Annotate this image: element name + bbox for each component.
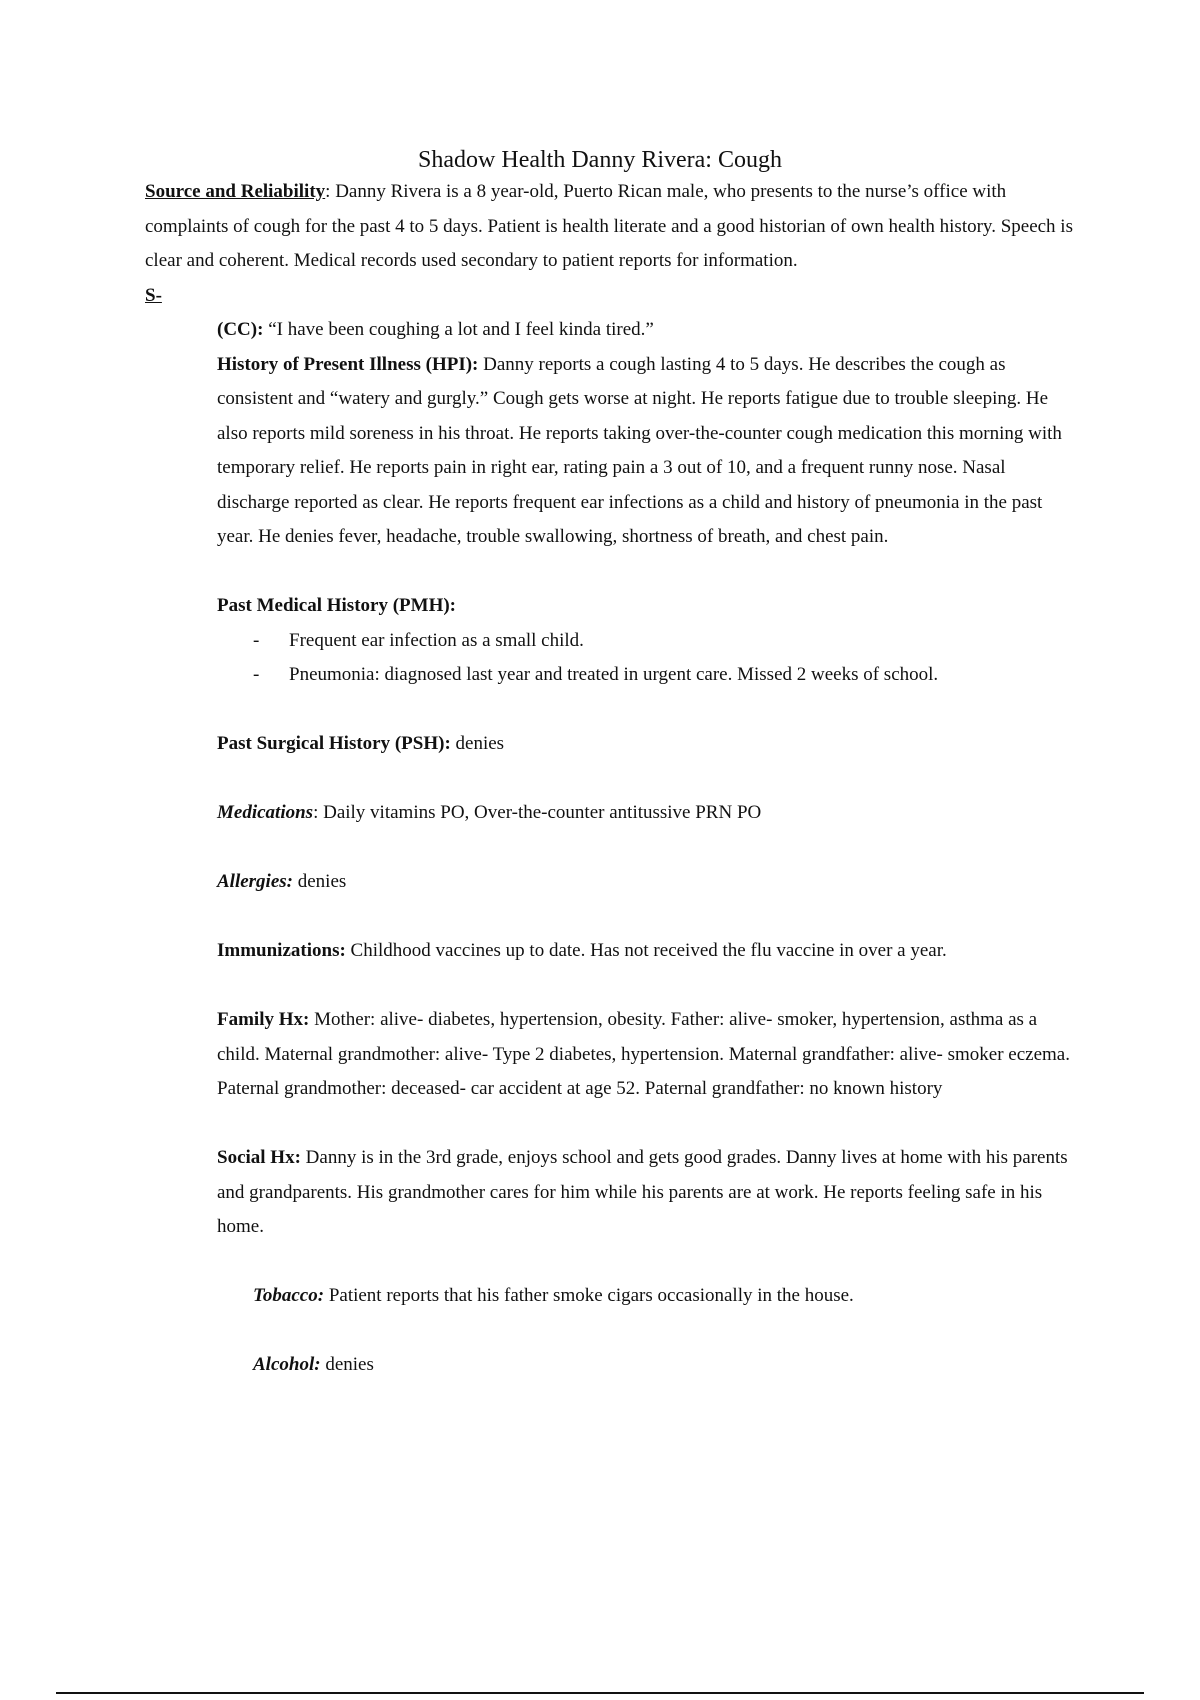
- immunizations-paragraph: [217, 934, 1080, 969]
- social-history-text: Danny is in the 3rd grade, enjoys school and gets good grades. Danny lives at home with his parents and grandparents. His grandmother cares for him while his parents are at work. He reports feeling safe in his home.: [217, 1147, 1068, 1237]
- document-body: [145, 175, 1080, 1383]
- source-reliability-text: Danny Rivera is a 8 year-old, Puerto Rican male, who presents to the nurse’s office with complaints of cough for the past 4 to 5 days. Patient is health literate and a good historian of own health history. Speech is clear and coherent. Medical records used secondary to patient reports for information.: [145, 181, 1073, 271]
- subjective-heading: [145, 279, 1080, 314]
- spacer: [145, 1314, 1080, 1349]
- pmh-list: [253, 624, 1080, 693]
- medications-label: Medications: [217, 802, 314, 823]
- spacer: [145, 831, 1080, 866]
- source-reliability-sep: :: [325, 181, 331, 202]
- spacer: [145, 762, 1080, 797]
- hpi-text: Danny reports a cough lasting 4 to 5 days. He describes the cough as consistent and “watery and gurgly.” Cough gets worse at night. He reports fatigue due to trouble sleeping. He also reports mild soreness in his throat. He reports taking over-the-counter cough medication this morning with temporary relief. He reports pain in right ear, rating pain a 3 out of 10, and a frequent runny nose. Nasal discharge reported as clear. He reports frequent ear infections as a child and history of pneumonia in the past year. He denies fever, headache, trouble swallowing, shortness of breath, and chest pain.: [217, 353, 1062, 547]
- alcohol-paragraph: [253, 1348, 1080, 1383]
- alcohol-text: denies: [320, 1354, 374, 1375]
- spacer: [145, 555, 1080, 590]
- immunizations-label: Immunizations:: [217, 940, 346, 961]
- pmh-item: - Frequent ear infection as a small child.: [253, 624, 1080, 659]
- chief-complaint: [217, 313, 1080, 348]
- allergies-paragraph: [217, 865, 1080, 900]
- medications-paragraph: [217, 796, 1080, 831]
- family-history-paragraph: [217, 1003, 1080, 1107]
- immunizations-text: Childhood vaccines up to date. Has not received the flu vaccine in over a year.: [345, 940, 947, 961]
- social-history-paragraph: [217, 1141, 1080, 1245]
- family-history-text: Mother: alive- diabetes, hypertension, obesity. Father: alive- smoker, hypertension, asthma as a child. Maternal grandmother: alive- Type 2 diabetes, hypertension. Maternal grandfather: alive- smoker eczema. Paternal grandmother: deceased- car accident at age 52. Paternal grandfather: no known history: [217, 1009, 1070, 1099]
- cc-text: “I have been coughing a lot and I feel kinda tired.”: [263, 319, 654, 340]
- hpi-paragraph: [217, 348, 1080, 555]
- psh-paragraph: [217, 727, 1080, 762]
- psh-text: denies: [450, 733, 505, 754]
- pmh-item: - Pneumonia: diagnosed last year and treated in urgent care. Missed 2 weeks of school.: [253, 658, 1080, 693]
- family-history-label: Family Hx:: [217, 1009, 310, 1030]
- tobacco-text: Patient reports that his father smoke cigars occasionally in the house.: [324, 1285, 854, 1306]
- footer-divider: [56, 1692, 1144, 1694]
- spacer: [145, 969, 1080, 1004]
- social-history-label: Social Hx:: [217, 1147, 301, 1168]
- cc-label: (CC):: [217, 319, 264, 340]
- spacer: [145, 1245, 1080, 1280]
- subjective-label: S-: [145, 284, 162, 306]
- allergies-text: denies: [293, 871, 347, 892]
- spacer: [145, 900, 1080, 935]
- spacer: [145, 1107, 1080, 1142]
- medications-sep: :: [313, 802, 319, 823]
- source-reliability-paragraph: [145, 175, 1080, 279]
- pmh-heading: [217, 589, 1080, 624]
- hpi-label: History of Present Illness (HPI):: [217, 353, 479, 375]
- psh-label: Past Surgical History (PSH):: [217, 733, 451, 754]
- tobacco-paragraph: [253, 1279, 1080, 1314]
- document-title: Shadow Health Danny Rivera: Cough: [418, 147, 782, 173]
- alcohol-label: Alcohol:: [253, 1354, 321, 1375]
- pmh-label: Past Medical History (PMH):: [217, 595, 457, 616]
- medications-text: Daily vitamins PO, Over-the-counter antitussive PRN PO: [318, 802, 762, 823]
- source-reliability-label: Source and Reliability: [145, 181, 326, 202]
- allergies-label: Allergies:: [217, 871, 293, 892]
- tobacco-label: Tobacco:: [253, 1285, 325, 1306]
- spacer: [145, 693, 1080, 728]
